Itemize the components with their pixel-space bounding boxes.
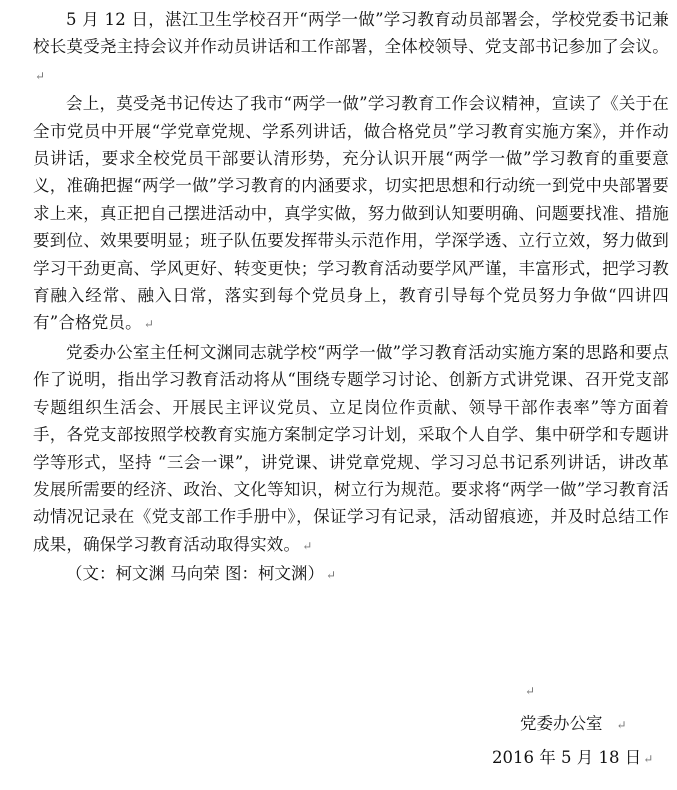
signature-office [520, 710, 627, 739]
signature-date [492, 744, 653, 773]
document-body [33, 6, 669, 590]
paragraph-mark-icon: ↵ [616, 718, 627, 732]
paragraph-1-text: 5 月 12 日，湛江卫生学校召开“两学一做”学习教育动员部署会，学校党委书记兼校长莫受尧主持会议并作动员讲话和工作部署，全体校领导、党支部书记参加了会议。 [33, 10, 669, 57]
photo-credit [33, 560, 669, 589]
paragraph-mark-icon: ↵ [35, 68, 46, 83]
photo-credit-text: （文：柯文渊 马向荣 图：柯文渊） [66, 564, 324, 584]
paragraph-3-text: 党委办公室主任柯文渊同志就学校“两学一做”学习教育活动实施方案的思路和要点作了说明，指出学习教育活动将从“围绕专题学习讨论、创新方式讲党课、召开党支部专题组织生活会、开展民主评议党员、立足岗位作贡献、领导干部作表率”等方面着手，各党支部按照学校教育实施方案制定学习计划，采取个人自学、集中研学和专题讲学等形式，坚持 “三会一课”，讲党课、讲党章党规、学习习总书记系列讲话，讲改革发展所需要的经济、政治、文化等知识，树立行为规范。要求将“两学一做”学习教育活动情况记录在《党支部工作手册中》，保证学习有记录，活动留痕迹，并及时总结工作成果，确保学习教育活动取得实效。 [33, 342, 669, 554]
paragraph-mark-icon: ↵ [326, 568, 337, 583]
paragraph-2 [33, 90, 669, 339]
paragraph-mark-icon: ↵ [302, 538, 313, 553]
signature-office-text: 党委办公室 [520, 714, 603, 733]
paragraph-1 [33, 6, 669, 90]
paragraph-mark-icon: ↵ [525, 684, 536, 698]
signature-date-text: 2016 年 5 月 18 日 [492, 748, 642, 767]
paragraph-mark-icon: ↵ [643, 752, 654, 766]
paragraph-mark-icon: ↵ [143, 317, 155, 332]
paragraph-3 [33, 339, 669, 560]
paragraph-2-text: 会上，莫受尧书记传达了我市“两学一做”学习教育工作会议精神，宣读了《关于在全市党员中开展“学党章党规、学系列讲话，做合格党员”学习教育实施方案》，并作动员讲话，要求全校党员干部要认清形势，充分认识开展“两学一做”学习教育的重要意义，准确把握“两学一做”学习教育的内涵要求，切实把思想和行动统一到党中央部署要求上来，真正把自己摆进活动中，真学实做，努力做到认知要明确、问题要找准、措施要到位、效果要明显；班子队伍要发挥带头示范作用，学深学透、立行立效，努力做到学习干劲更高、学风更好、转变更快；学习教育活动要学风严谨，丰富形式，把学习教育融入经常、融入日常，落实到每个党员身上，教育引导每个党员努力争做“四讲四有”合格党员。 [33, 94, 669, 333]
